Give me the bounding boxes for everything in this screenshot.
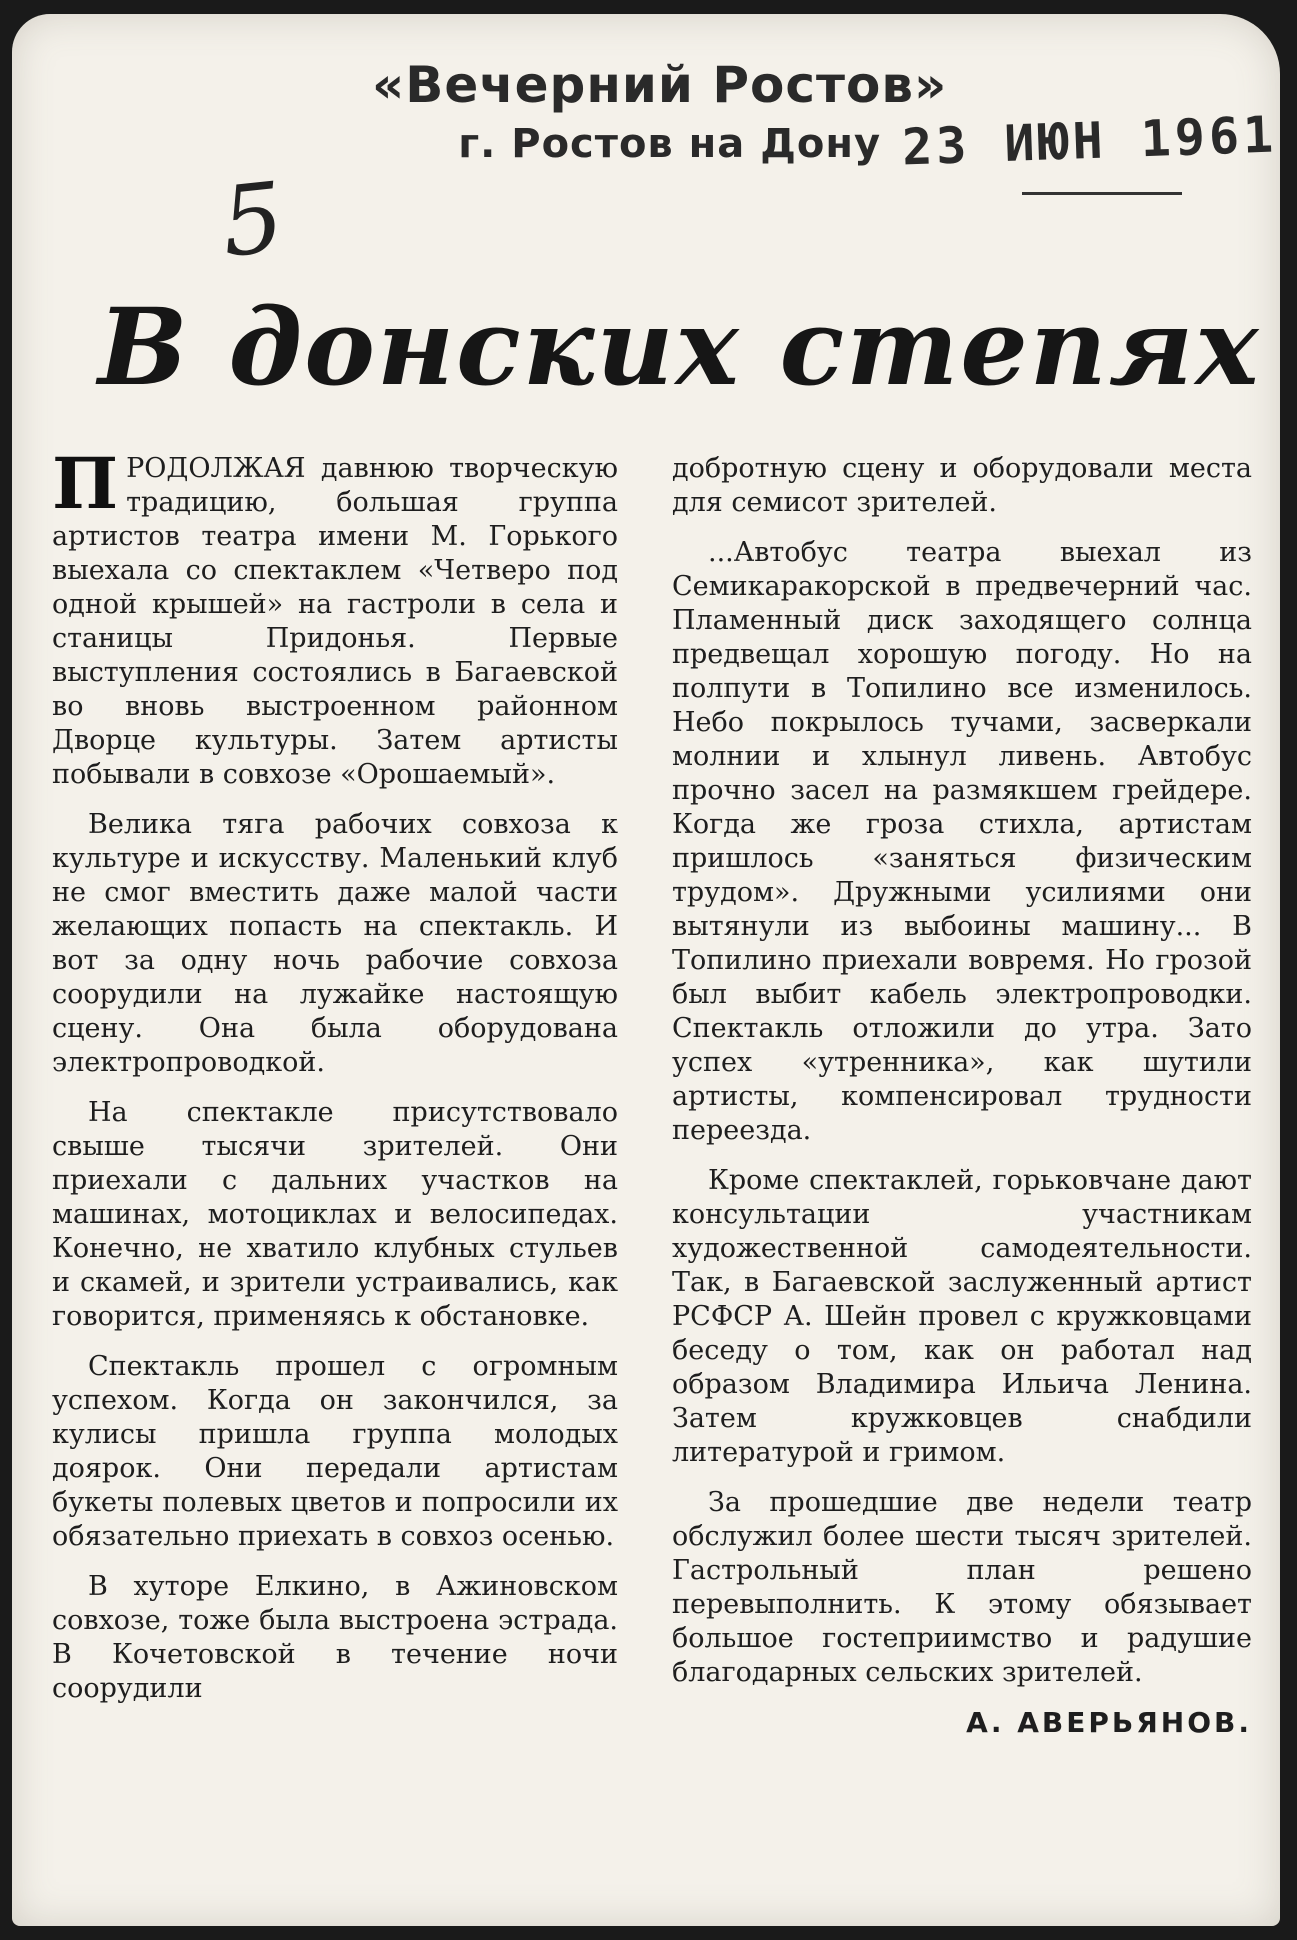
paper-name: «Вечерний Ростов»: [372, 56, 948, 114]
article-author: А. АВЕРЬЯНОВ.: [966, 1706, 1252, 1739]
article-right-column: [672, 452, 1252, 1740]
paragraph: За прошедшие две недели театр обслужил более шести тысяч зрителей. Гастрольный план решено перевыполнить. К этому обязывает большое гостеприимство и радушие благодарных сельских зрителей.: [672, 1487, 1252, 1688]
paragraph: добротную сцену и оборудовали места для семисот зрителей.: [672, 453, 1252, 518]
handwritten-note: 5: [216, 161, 289, 279]
article-headline: В донских степях: [98, 284, 1261, 409]
newspaper-clipping: [12, 14, 1280, 1926]
paragraph: ПРОДОЛЖАЯ давнюю творческую традицию, большая группа артистов театра имени М. Горького выехала со спектаклем «Четверо под одной крышей» на гастроли в села и станицы Придонья. Первые выступления состоялись в Багаевской во вновь выстроенном районном Дворце культуры. Затем артисты побывали в совхозе «Орошаемый».: [52, 442, 618, 790]
paragraph: ...Автобус театра выехал из Семикаракорской в предвечерний час. Пламенный диск заходящего солнца предвещал хорошую погоду. Но на полпути в Топилино все изменилось. Небо покрылось тучами, засверкали молнии и хлынул ливень. Автобус прочно засел на размякшем грейдере. Когда же гроза стихла, артистам пришлось «заняться физическим трудом». Дружными усилиями они вытянули из выбоины машину... В Топилино приехали вовремя. Но грозой был выбит кабель электропроводки. Спектакль отложили до утра. Зато успех «утренника», как шутили артисты, компенсировал трудности переезда.: [672, 537, 1252, 1146]
date-stamp: 23 ИЮН 1961: [901, 105, 1279, 177]
paragraph: Велика тяга рабочих совхоза к культуре и искусству. Маленький клуб не смог вместить даже малой части желающих попасть на спектакль. И вот за одну ночь рабочие совхоза соорудили на лужайке настоящую сцену. Она была оборудована электропроводкой.: [52, 809, 618, 1078]
article-left-column: [52, 442, 618, 1722]
paragraph: В хуторе Елкино, в Ажиновском совхозе, тоже была выстроена эстрада. В Кочетовской в течение ночи соорудили: [52, 1571, 618, 1704]
date-underline: [1022, 192, 1182, 195]
paragraph: На спектакле присутствовало свыше тысячи зрителей. Они приехали с дальних участков на машинах, мотоциклах и велосипедах. Конечно, не хватило клубных стульев и скамей, и зрители устраивались, как говорится, применяясь к обстановке.: [52, 1097, 618, 1332]
paragraph: Кроме спектаклей, горьковчане дают консультации участникам художественной самодеятельности. Так, в Багаевской заслуженный артист РСФСР А. Шейн провел с кружковцами беседу о том, как он работал над образом Владимира Ильича Ленина. Затем кружковцев снабдили литературой и гримом.: [672, 1165, 1252, 1468]
paragraph: Спектакль прошел с огромным успехом. Когда он закончился, за кулисы пришла группа молодых доярок. Они передали артистам букеты полевых цветов и попросили их обязательно приехать в совхоз осенью.: [52, 1351, 618, 1552]
dropcap: П: [52, 442, 119, 525]
masthead-stamp: [372, 54, 947, 172]
city-name: г. Ростов на Дону: [458, 121, 882, 167]
